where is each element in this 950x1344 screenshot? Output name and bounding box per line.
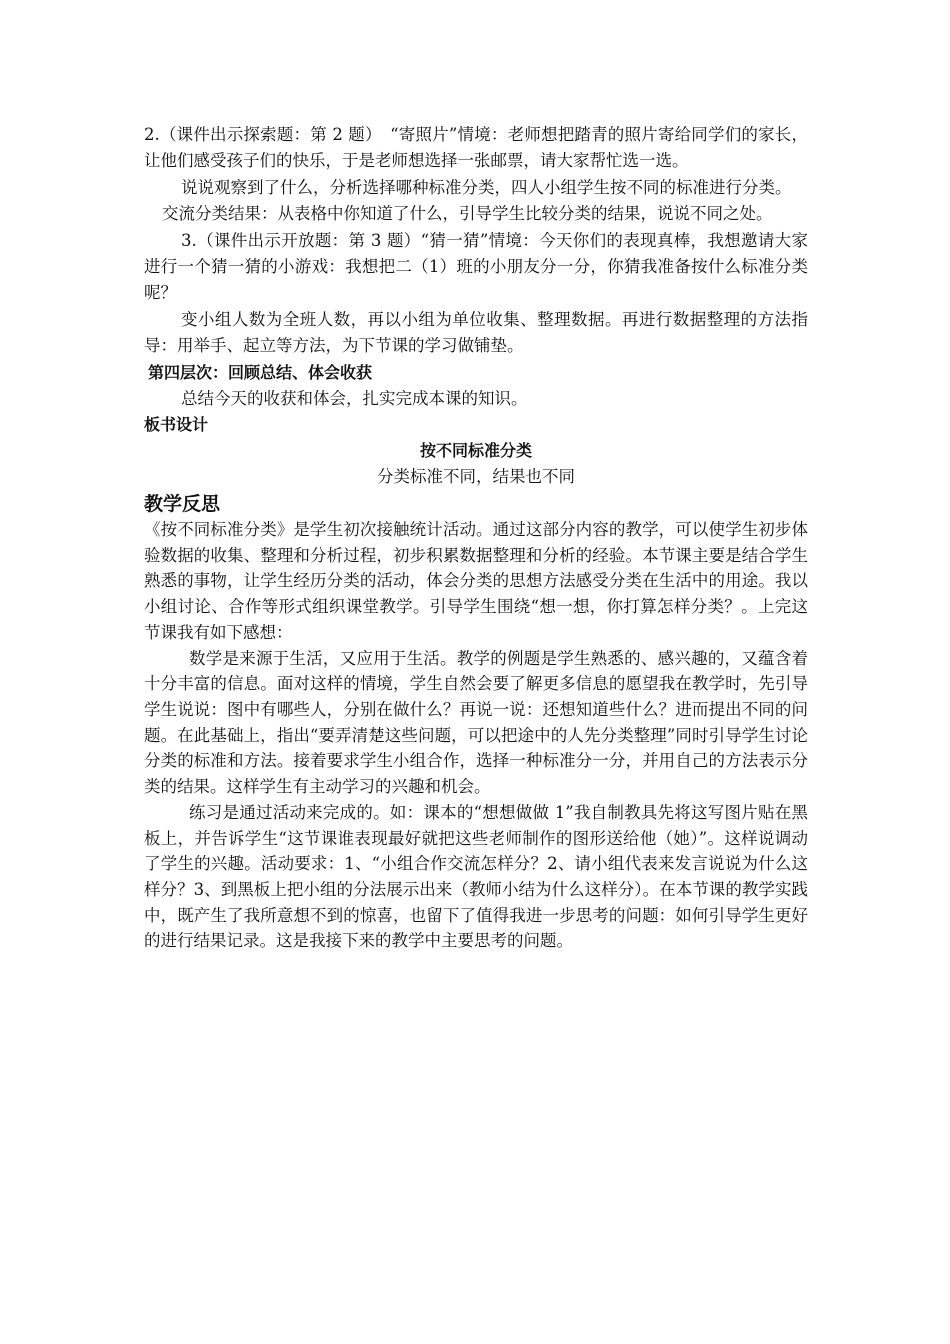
paragraph-open-task: 3.（课件出示开放题：第 3 题）“猜一猜”情境：今天你们的表现真棒，我想邀请大家进行一个猜一猜的小游戏：我想把二（1）班的小朋友分一分，你猜我准备按什么标准分类呢？ [144, 230, 808, 303]
section-heading-level4: 第四层次：回顾总结、体会收获 [148, 362, 373, 382]
paragraph-summary: 总结今天的收获和体会，扎实完成本课的知识。 [181, 388, 528, 408]
document-content [144, 122, 808, 954]
paragraph-observe: 说说观察到了什么，分析选择哪种标准分类，四人小组学生按不同的标准进行分类。 [181, 177, 792, 197]
paragraph-exploration-task: 2.（课件出示探索题：第 2 题） “寄照片”情境：老师想把踏青的照片寄给同学们的家长，让他们感受孩子们的快乐，于是老师想选择一张邮票，请大家帮忙选一选。 [144, 125, 808, 171]
section-heading-reflection: 教学反思 [144, 493, 221, 516]
reflection-paragraph-2: 数学是来源于生活，又应用于生活。教学的例题是学生熟悉的、感兴趣的，又蕴含着十分丰富的信息。面对这样的情境，学生自然会要了解更多信息的愿望我在教学时，先引导学生说说：图中有哪些人，分别在做什么？再说一说：还想知道些什么？进而提出不同的问题。在此基础上，指出“要弄清楚这些问题，可以把途中的人先分类整理”同时引导学生讨论分类的标准和方法。接着要求学生小组合作，选择一种标准分一分，并用自己的方法表示分类的结果。这样学生有主动学习的兴趣和机会。 [144, 648, 808, 797]
paragraph-exchange: 交流分类结果：从表格中你知道了什么，引导学生比较分类的结果，说说不同之处。 [162, 204, 773, 224]
reflection-paragraph-1: 《按不同标准分类》是学生初次接触统计活动。通过这部分内容的教学，可以使学生初步体验数据的收集、整理和分析过程，初步积累数据整理和分析的经验。本节课主要是结合学生熟悉的事物，让学生经历分类的活动，体会分类的思想方法感受分类在生活中的用途。我以小组讨论、合作等形式组织课堂教学。引导学生围绕“想一想，你打算怎样分类？。上完这节课我有如下感想： [144, 520, 808, 642]
section-heading-board: 板书设计 [144, 415, 209, 435]
board-title: 按不同标准分类 [419, 441, 532, 461]
board-subtitle: 分类标准不同，结果也不同 [377, 467, 575, 487]
reflection-paragraph-3: 练习是通过活动来完成的。如：课本的“想想做做 1”我自制教具先将这写图片贴在黑板上，并告诉学生“这节课谁表现最好就把这些老师制作的图形送给他（她）”。这样说调动了学生的兴趣。活动要求：1、“小组合作交流怎样分？2、请小组代表来发言说说为什么这样分？3、到黑板上把小组的分法展示出来（教师小结为什么这样分）。在本节课的教学实践中，既产生了我所意想不到的惊喜，也留下了值得我进一步思考的问题：如何引导学生更好的进行结果记录。这是我接下来的教学中主要思考的问题。 [144, 802, 808, 951]
paragraph-data-guidance: 变小组人数为全班人数，再以小组为单位收集、整理数据。再进行数据整理的方法指导：用举手、起立等方法，为下节课的学习做铺垫。 [144, 309, 808, 356]
